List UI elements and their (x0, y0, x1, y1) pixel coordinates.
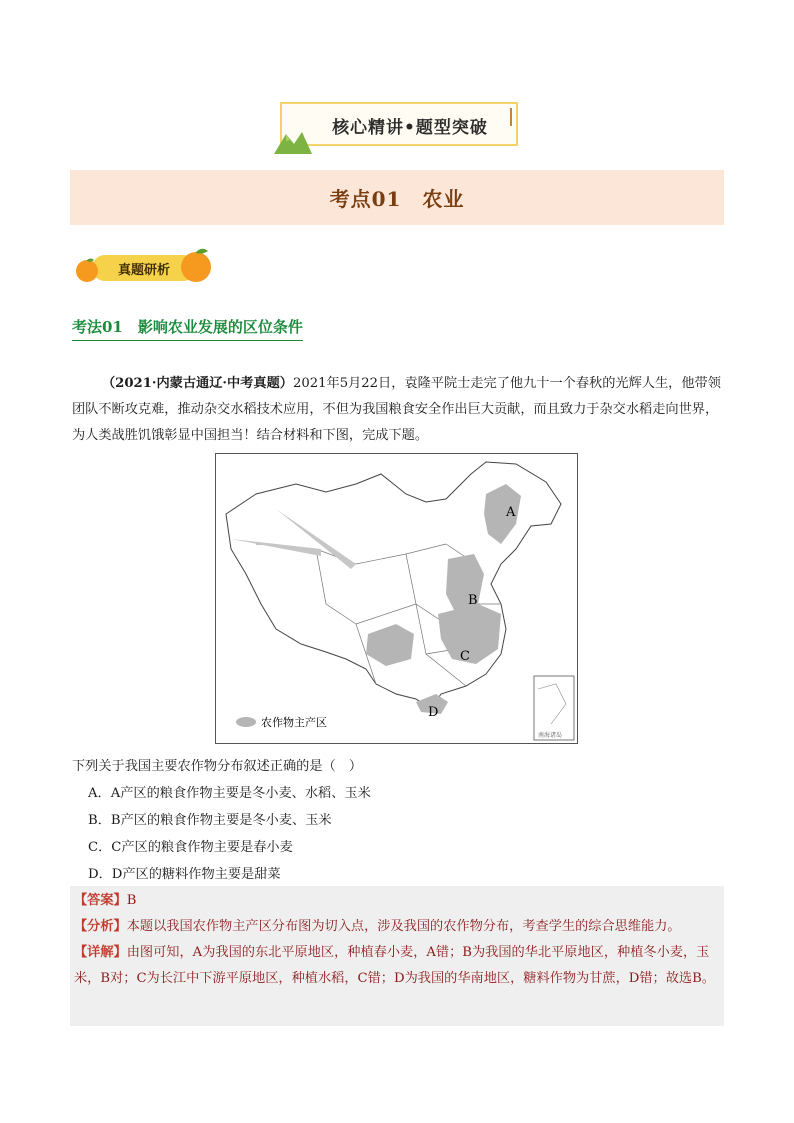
detail-text: 由图可知，A为我国的东北平原地区，种植春小麦，A错；B为我国的华北平原地区，种植冬小麦，玉米，B对；C为长江中下游平原地区，种植水稻，C错；D为我国的华南地区，糖料作物为甘蔗，D错；故选B。 (74, 945, 715, 986)
detail-line: 【详解】由图可知，A为我国的东北平原地区，种植春小麦，A错；B为我国的华北平原地区，种植冬小麦，玉米，B对；C为长江中下游平原地区，种植水稻，C错；D为我国的华南地区，糖料作物为甘蔗，D错；故选B。 (74, 945, 715, 986)
answer-line: 【答案】B (74, 893, 137, 908)
method-heading: 考法01 影响农业发展的区位条件 (72, 316, 303, 341)
china-crop-map (215, 453, 578, 744)
section-title: 考点01 农业 (329, 187, 465, 211)
answer-value: B (126, 893, 137, 908)
question-source: （2021·内蒙古通辽·中考真题） (102, 376, 293, 391)
analysis-line: 【分析】本题以我国农作物主产区分布图为切入点，涉及我国的农作物分布，考查学生的综合思维能力。 (74, 919, 681, 934)
label-pill (74, 245, 214, 285)
map-label-d: D (428, 705, 439, 720)
inset-label: 南海诸岛 (538, 732, 563, 739)
option-d: D．D产区的糖料作物主要是甜菜 (88, 867, 281, 882)
map-label-c: C (460, 649, 470, 664)
header-title: 核心精讲•题型突破 (332, 118, 488, 138)
pill-text: 真题研析 (117, 263, 170, 278)
question-paragraph (72, 371, 722, 449)
map-legend: 农作物主产区 (261, 716, 327, 729)
legend-swatch (236, 717, 256, 727)
question-text: 2021年5月22日，袁隆平院士走完了他九十一个春秋的光辉人生，他带领团队不断攻克难，推动杂交水稻技术应用，不但为我国粮食安全作出巨大贡献，而且致力于杂交水稻走向世界，为人类战胜饥饿彰显中国担当！结合材料和下图，完成下题。 (72, 376, 721, 443)
map-label-a: A (506, 505, 516, 520)
map-inset (534, 676, 574, 740)
header-badge (272, 100, 520, 154)
section-banner (70, 170, 724, 225)
question-stem: 下列关于我国主要农作物分布叙述正确的是（ ） (72, 759, 363, 774)
option-a: A．A产区的粮食作物主要是冬小麦、水稻、玉米 (88, 786, 371, 801)
map-graphic (216, 454, 577, 743)
map-label-b: B (468, 593, 478, 608)
option-c: C．C产区的粮食作物主要是春小麦 (88, 840, 293, 855)
option-b: B．B产区的粮食作物主要是冬小麦、玉米 (88, 813, 332, 828)
analysis-text: 本题以我国农作物主产区分布图为切入点，涉及我国的农作物分布，考查学生的综合思维能力。 (126, 919, 681, 934)
